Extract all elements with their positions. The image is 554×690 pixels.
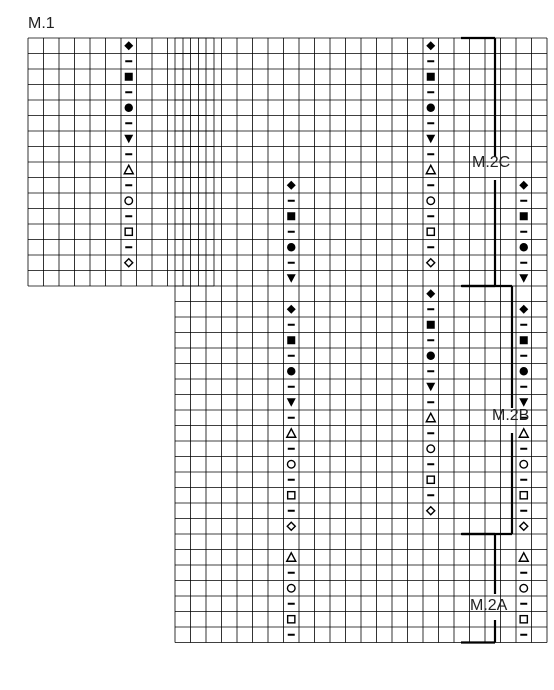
filled-triangle-down-symbol xyxy=(287,398,296,407)
open-square-symbol xyxy=(520,492,527,499)
open-circle-symbol xyxy=(520,460,528,468)
open-triangle-up-symbol xyxy=(519,553,528,562)
filled-square-symbol xyxy=(520,336,528,344)
filled-square-symbol xyxy=(427,73,435,81)
open-circle-symbol xyxy=(427,197,435,205)
open-circle-symbol xyxy=(520,584,528,592)
filled-circle-symbol xyxy=(125,104,133,112)
m2c-label: M.2C xyxy=(472,154,511,171)
open-square-symbol xyxy=(427,228,434,235)
filled-diamond-symbol xyxy=(426,41,435,50)
open-diamond-symbol xyxy=(427,259,435,267)
filled-diamond-symbol xyxy=(287,181,296,190)
open-triangle-up-symbol xyxy=(426,165,435,174)
open-diamond-symbol xyxy=(287,522,295,530)
open-triangle-up-symbol xyxy=(124,165,133,174)
open-circle-symbol xyxy=(287,584,295,592)
filled-triangle-down-symbol xyxy=(519,274,528,283)
m1-label: M.1 xyxy=(28,15,55,32)
filled-diamond-symbol xyxy=(519,305,528,314)
open-diamond-symbol xyxy=(427,507,435,515)
open-circle-symbol xyxy=(287,460,295,468)
filled-circle-symbol xyxy=(520,367,528,375)
filled-square-symbol xyxy=(520,212,528,220)
open-square-symbol xyxy=(520,616,527,623)
filled-circle-symbol xyxy=(287,367,295,375)
filled-square-symbol xyxy=(427,321,435,329)
m2-grid xyxy=(175,38,547,643)
filled-triangle-down-symbol xyxy=(426,135,435,144)
open-triangle-up-symbol xyxy=(287,429,296,438)
filled-diamond-symbol xyxy=(124,41,133,50)
open-circle-symbol xyxy=(125,197,133,205)
filled-circle-symbol xyxy=(287,243,295,251)
filled-square-symbol xyxy=(287,212,295,220)
filled-triangle-down-symbol xyxy=(519,398,528,407)
filled-diamond-symbol xyxy=(287,305,296,314)
filled-diamond-symbol xyxy=(426,289,435,298)
open-triangle-up-symbol xyxy=(426,413,435,422)
filled-circle-symbol xyxy=(427,352,435,360)
filled-triangle-down-symbol xyxy=(287,274,296,283)
open-diamond-symbol xyxy=(125,259,133,267)
open-square-symbol xyxy=(288,616,295,623)
open-circle-symbol xyxy=(427,445,435,453)
filled-square-symbol xyxy=(287,336,295,344)
section-brackets xyxy=(461,38,512,643)
filled-square-symbol xyxy=(125,73,133,81)
open-triangle-up-symbol xyxy=(519,429,528,438)
open-square-symbol xyxy=(427,476,434,483)
m2b-label: M.2B xyxy=(492,407,530,424)
filled-diamond-symbol xyxy=(519,181,528,190)
filled-triangle-down-symbol xyxy=(124,135,133,144)
filled-triangle-down-symbol xyxy=(426,383,435,392)
open-square-symbol xyxy=(288,492,295,499)
open-square-symbol xyxy=(125,228,132,235)
m2a-label: M.2A xyxy=(470,597,508,614)
chart-symbols xyxy=(124,41,528,635)
filled-circle-symbol xyxy=(520,243,528,251)
open-triangle-up-symbol xyxy=(287,553,296,562)
filled-circle-symbol xyxy=(427,104,435,112)
open-diamond-symbol xyxy=(520,522,528,530)
